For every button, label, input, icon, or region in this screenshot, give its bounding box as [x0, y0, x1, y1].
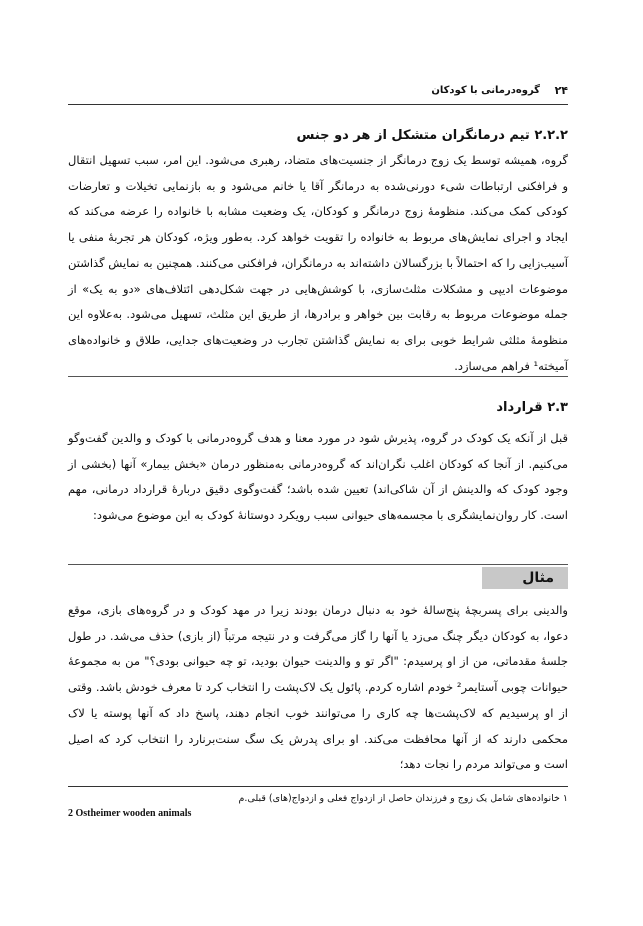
- example-label: مثال: [522, 570, 554, 586]
- section-heading-mixed-gender-team: ۲.۲.۲ تیم درمانگران متشکل از هر دو جنس: [296, 128, 568, 143]
- section-heading-contract: ۲.۳ قرارداد: [496, 400, 568, 415]
- footnote-divider: [68, 786, 568, 787]
- running-header: [68, 84, 568, 102]
- book-title: گروه‌درمانی با کودکان: [431, 85, 540, 96]
- footnote-1: ۱ خانواده‌های شامل یک زوج و فرزندان حاصل از ازدواج فعلی و ازدواج(های) قبلی.م: [238, 793, 568, 804]
- section-paragraph-contract: قبل از آنکه یک کودک در گروه، پذیرش شود در مورد معنا و هدف گروه‌درمانی با کودک و والدین گفت‌وگو می‌کنیم. از آنجا که کودکان اغلب نگران‌اند که گروه‌درمانی به‌منظور درمان «بخش بیمار» آنها (بخشی از وجود کودک که والدینش از آن شاکی‌اند) تعیین شده باشد؛ گفت‌وگوی دقیق دربارهٔ قرارداد درمانی، مهم است. کار روان‌نمایشگری با مجسمه‌های حیوانی سبب رویکرد دوستانهٔ کودک به این موضوع می‌شود:: [68, 431, 568, 523]
- example-paragraph: والدینی برای پسربچهٔ پنج‌سالهٔ خود به دنبال درمان بودند زیرا در مهد کودک و در گروه‌های بازی، موقع دعوا، به کودکان دیگر چنگ می‌زد یا آنها را گاز می‌گرفت و در نتیجه مرتباً (از بازی) حذف می‌شد. در طول جلسهٔ مقدماتی، من از او پرسیدم: "اگر تو و والدینت حیوان بودید، تو چه حیوانی بودی؟" من به مجموعهٔ حیوانات چوبی آستایمر² خودم اشاره کردم. پائول یک لاک‌پشت را انتخاب کرد تا معرف خودش باشد. وقتی از او پرسیدیم که لاک‌پشت‌ها چه کاری را می‌توانند خوب انجام دهند، پاسخ داد که آنها پوسته یا لاک محکمی دارند که از آنها محافظت می‌کند. او برای پدرش یک سگ سنت‌برنارد را انتخاب کرد که اصیل است و می‌تواند مردم را نجات دهد؛: [68, 603, 568, 772]
- header-divider: [68, 104, 568, 105]
- example-box-bar: [68, 564, 568, 589]
- footnote-2: 2 Ostheimer wooden animals: [68, 808, 192, 819]
- section-divider: [68, 376, 568, 377]
- example-label-box: [482, 567, 568, 589]
- page-number: ۲۴: [554, 84, 568, 97]
- section-paragraph-mixed-gender-team: گروه، همیشه توسط یک زوج درمانگر از جنسیت‌های متضاد، رهبری می‌شود. این امر، سبب تسهیل انتقال و فرافکنی ارتباطات شیء دورنی‌شده به درمانگر آقا یا خانم می‌شود و به بازنمایی تخیلات و تعارضات کودکی کمک می‌کند. منظومهٔ زوج درمانگر و کودکان، یک وضعیت مشابه با خانواده را عرضه می‌کند که ایجاد و اجرای نمایش‌های مربوط به خانواده را تقویت خواهد کرد. به‌طور ویژه، کودکان هر تجربهٔ منفی یا آسیب‌زایی را که احتمالاً با بزرگسالان داشته‌اند به درمانگران، فرافکنی می‌کنند. همچنین به نمایش گذاشتن موضوعات ادیپی و مشکلات مثلث‌سازی، با کوشش‌هایی در جهت شکل‌دهی ائتلاف‌های «دو به یک» از جمله موضوعات مربوط به رقابت بین خواهر و برادرها، از طریق این مثلث، تسهیل می‌شود. به‌علاوه این منظومهٔ مثلثی شرایط خوبی برای به نمایش گذاشتن تجارب در وضعیت‌های جدایی، طلاق و خانواده‌های آمیخته¹ فراهم می‌سازد.: [68, 153, 568, 373]
